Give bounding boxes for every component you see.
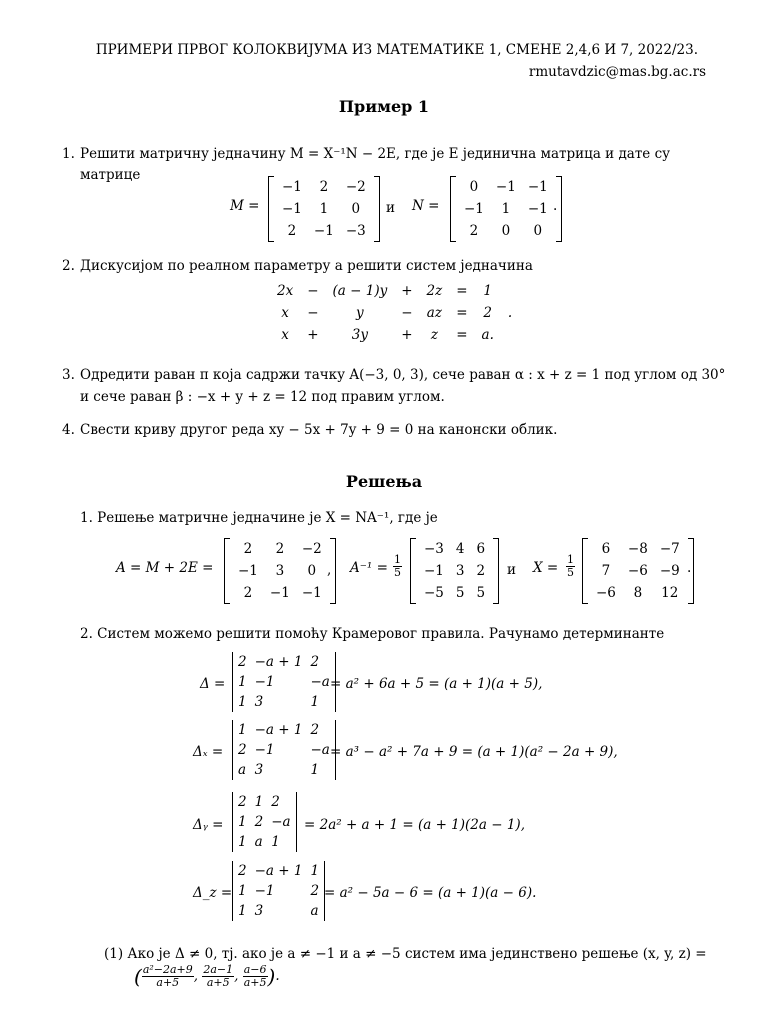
fraction-numerator: 1 [567, 553, 574, 566]
fraction-numerator: a−6 [243, 963, 267, 976]
det-delta-z-matrix [231, 861, 326, 921]
close-paren: ) [267, 964, 276, 989]
equation-term: z [430, 327, 438, 343]
equation-term: + [401, 283, 413, 299]
matrix-cell: −1 [238, 563, 258, 579]
matrix-row [234, 652, 334, 672]
fraction-denominator: a+5 [243, 976, 267, 989]
equation-system-body [270, 280, 519, 346]
matrix-row [234, 901, 323, 921]
matrix-row [418, 538, 491, 560]
matrix-cell: −5 [424, 585, 444, 601]
matrix-row [276, 220, 372, 242]
equation-row [270, 302, 519, 324]
matrix-X-scalar [566, 554, 575, 579]
problem-2-number: 2. [62, 258, 75, 274]
matrix-cell: 2 [310, 722, 320, 738]
equation-term: − [307, 283, 319, 299]
matrix-cell: 0 [351, 201, 361, 217]
det-delta-x-result: = a³ − a² + 7a + 9 = (a + 1)(a² − 2a + 9), [330, 744, 618, 760]
matrix-cell: 2 [271, 794, 280, 810]
equation-term: + [307, 327, 319, 343]
matrix-row [234, 720, 334, 740]
matrix-cell: −a [271, 814, 291, 830]
matrix-N [450, 176, 562, 242]
matrix-cell: 2 [238, 654, 247, 670]
matrix-cell: 3 [275, 563, 285, 579]
problem-3-number: 3. [62, 367, 75, 383]
matrix-cell: 1 [238, 834, 247, 850]
matrix-N-end: . [553, 198, 558, 214]
problem-1-number: 1. [62, 146, 75, 162]
matrix-cell: 1 [310, 863, 320, 879]
equation-term: a. [481, 327, 494, 343]
matrix-cell: 6 [476, 541, 486, 557]
problem-1-text-line2: матрице [80, 167, 141, 183]
matrix-cell: 5 [476, 585, 486, 601]
equation-term: y [356, 305, 364, 321]
matrix-cell: 7 [601, 563, 611, 579]
header-title: ПРИМЕРИ ПРВОГ КОЛОКВИЈУМА ИЗ МАТЕМАТИКЕ 1, СМЕНЕ 2,4,6 И 7, 2022/23. [95, 42, 698, 58]
matrix-cell: 2 [469, 223, 479, 239]
equation-term: x [281, 327, 289, 343]
matrix-cell: −9 [659, 563, 680, 579]
matrix-M-body [276, 176, 372, 242]
matrix-row [276, 176, 372, 198]
matrix-X [582, 538, 694, 604]
matrix-row [458, 176, 554, 198]
matrix-Ainv-body [418, 538, 491, 604]
case-1-text: (1) Ако је Δ ≠ 0, тј. ако је a ≠ −1 и a ≠ −5 систем има јединствено решење (x, y, z) = [104, 946, 707, 962]
matrix-cell: −1 [301, 585, 322, 601]
solution-z-fraction [243, 964, 268, 989]
fraction-denominator: a+5 [206, 976, 230, 989]
matrix-cell: 2 [238, 794, 247, 810]
matrix-row [234, 692, 334, 712]
equation-system [270, 280, 519, 346]
equation-term: x [281, 305, 289, 321]
matrix-cell: 0 [469, 179, 479, 195]
matrix-cell: −1 [313, 223, 334, 239]
equation-term: = [456, 305, 468, 321]
det-delta-y-label: Δᵧ = [193, 817, 224, 833]
matrix-cell: 3 [254, 694, 264, 710]
matrix-X-label: X = [533, 560, 559, 576]
equation-term: (a − 1)y [332, 283, 388, 299]
fraction-denominator: 5 [394, 566, 401, 579]
matrix-row [234, 672, 334, 692]
det-delta-x-body [234, 720, 334, 780]
matrix-row [458, 198, 554, 220]
matrix-cell: a [310, 903, 319, 919]
matrix-cell: −3 [345, 223, 366, 239]
matrix-cell: −1 [527, 201, 548, 217]
solution-1-text: 1. Решење матричне једначине је X = NA⁻¹, где је [80, 510, 438, 526]
matrix-row [590, 538, 686, 560]
matrix-cell: 2 [238, 742, 247, 758]
solution-y-fraction [202, 964, 234, 989]
matrix-row [458, 220, 554, 242]
det-delta-y-body [234, 792, 295, 852]
matrix-cell: 1 [310, 762, 320, 778]
matrix-cell: 2 [275, 541, 285, 557]
equation-row [270, 280, 519, 302]
matrix-row [234, 861, 323, 881]
open-paren: ( [134, 964, 142, 989]
matrix-row [232, 582, 328, 604]
example-title: Пример 1 [338, 97, 430, 116]
separator: , [234, 968, 243, 984]
equation-term: az [426, 305, 442, 321]
case-1-solution [134, 964, 280, 989]
separator: , [193, 968, 203, 984]
matrix-cell: −a [310, 674, 330, 690]
problem-4-text: Свести криву другог реда xy − 5x + 7y + 9 = 0 на канонски облик. [80, 422, 558, 438]
det-delta-x-label: Δₓ = [193, 744, 224, 760]
det-delta-x-matrix [231, 720, 337, 780]
matrix-cell: −6 [596, 585, 616, 601]
equation-term: + [401, 327, 413, 343]
matrix-cell: a [254, 834, 263, 850]
matrix-cell: −a + 1 [254, 654, 303, 670]
equation-term: = [456, 283, 468, 299]
equation-term: . [507, 305, 513, 321]
matrix-N-label: N = [412, 198, 440, 214]
matrix-cell: −1 [527, 179, 548, 195]
matrix-row [234, 792, 295, 812]
matrix-cell: −8 [627, 541, 648, 557]
matrix-cell: 1 [238, 814, 247, 830]
matrix-cell: −6 [627, 563, 648, 579]
matrix-cell: 1 [254, 794, 264, 810]
matrix-row [232, 538, 328, 560]
conjunction-and: и [386, 200, 395, 216]
det-delta-body [234, 652, 334, 712]
equation-term: 1 [483, 283, 493, 299]
matrix-cell: 2 [238, 863, 247, 879]
matrix-A-body [232, 538, 328, 604]
matrix-cell: −2 [345, 179, 366, 195]
matrix-row [232, 560, 328, 582]
det-delta-z-label: Δ_z = [193, 885, 233, 901]
matrix-cell: 2 [310, 654, 320, 670]
matrix-cell: a [238, 762, 247, 778]
equation-term: − [307, 305, 319, 321]
equation-term: = [456, 327, 468, 343]
solutions-title: Решења [345, 472, 423, 491]
matrix-cell: −2 [301, 541, 322, 557]
det-delta-matrix [231, 652, 337, 712]
matrix-cell: 2 [319, 179, 329, 195]
matrix-Ainv-label: A⁻¹ = [350, 560, 388, 576]
matrix-cell: 2 [254, 814, 264, 830]
matrix-row [234, 760, 334, 780]
equation-term: 3y [351, 327, 368, 343]
matrix-cell: 0 [533, 223, 543, 239]
end-period: . [275, 968, 280, 984]
det-delta-y-result: = 2a² + a + 1 = (a + 1)(2a − 1), [304, 817, 525, 833]
matrix-row [418, 560, 491, 582]
matrix-row [234, 740, 334, 760]
fraction-numerator: a²−2a+9 [142, 963, 193, 976]
equation-term: − [401, 305, 413, 321]
equation-term: 2 [483, 305, 493, 321]
equation-row [270, 324, 519, 346]
matrix-Ainv-scalar [393, 554, 402, 579]
fraction-denominator: a+5 [156, 976, 180, 989]
det-delta-y-matrix [231, 792, 298, 852]
equation-term [501, 324, 519, 346]
matrix-cell: 8 [633, 585, 643, 601]
matrix-cell: 1 [238, 903, 247, 919]
solution-x-fraction [142, 964, 194, 989]
equation-term: 2z [426, 283, 443, 299]
matrix-N-body [458, 176, 554, 242]
matrix-cell: 2 [476, 563, 486, 579]
matrix-cell: −7 [659, 541, 680, 557]
matrix-cell: −3 [424, 541, 444, 557]
matrix-cell: −1 [424, 563, 444, 579]
matrix-cell: 12 [661, 585, 679, 601]
matrix-cell: 1 [238, 694, 247, 710]
matrix-cell: 0 [501, 223, 511, 239]
matrix-cell: −1 [495, 179, 516, 195]
matrix-A [224, 538, 336, 604]
matrix-row [234, 881, 323, 901]
matrix-cell: 2 [243, 585, 253, 601]
det-delta-z-body [234, 861, 323, 921]
det-delta-result: = a² + 6a + 5 = (a + 1)(a + 5), [330, 676, 543, 692]
problem-1-text: Решити матричну једначину M = X⁻¹N − 2E, где је E јединична матрица и дате су [80, 146, 671, 162]
matrix-cell: 1 [238, 722, 247, 738]
problem-2-text: Дискусијом по реалном параметру a решити систем једначина [80, 258, 533, 274]
matrix-cell: 2 [287, 223, 297, 239]
matrix-cell: 1 [238, 883, 247, 899]
matrix-cell: −1 [254, 883, 275, 899]
problem-3-text-line2: и сече раван β : −x + y + z = 12 под правим углом. [80, 389, 445, 405]
conjunction-and-2: и [507, 562, 516, 578]
fraction-numerator: 2a−1 [203, 963, 234, 976]
matrix-cell: 4 [455, 541, 465, 557]
problem-4-number: 4. [62, 422, 75, 438]
problem-3-text: Одредити раван π која садржи тачку A(−3, 0, 3), сече раван α : x + z = 1 под углом од 30° [80, 367, 726, 383]
fraction-denominator: 5 [567, 566, 574, 579]
matrix-A-label: A = M + 2E = [116, 560, 214, 576]
matrix-cell: −a + 1 [254, 722, 303, 738]
matrix-row [234, 812, 295, 832]
matrix-cell: −a + 1 [254, 863, 303, 879]
matrix-cell: 2 [310, 883, 320, 899]
matrix-cell: 5 [455, 585, 465, 601]
matrix-cell: −1 [254, 674, 275, 690]
matrix-row [590, 560, 686, 582]
matrix-cell: 6 [601, 541, 611, 557]
matrix-M [268, 176, 380, 242]
matrix-M-label: M = [230, 198, 260, 214]
matrix-cell: 3 [254, 762, 264, 778]
matrix-X-end: . [687, 560, 692, 576]
matrix-cell: 0 [307, 563, 317, 579]
matrix-cell: −1 [269, 585, 290, 601]
matrix-cell: −1 [464, 201, 484, 217]
matrix-cell: 3 [254, 903, 264, 919]
matrix-X-body [590, 538, 686, 604]
matrix-cell: 3 [455, 563, 465, 579]
matrix-cell: 1 [238, 674, 247, 690]
matrix-cell: −1 [282, 179, 302, 195]
matrix-A-comma: , [327, 562, 332, 578]
matrix-row [276, 198, 372, 220]
matrix-cell: −1 [254, 742, 275, 758]
det-delta-z-result: = a² − 5a − 6 = (a + 1)(a − 6). [324, 885, 537, 901]
matrix-cell: 1 [319, 201, 329, 217]
matrix-cell: −1 [282, 201, 302, 217]
matrix-row [590, 582, 686, 604]
solution-2-text: 2. Систем можемо решити помоћу Крамеровог правила. Рачунамо детерминанте [80, 626, 665, 642]
fraction-numerator: 1 [394, 553, 401, 566]
matrix-cell: 1 [271, 834, 280, 850]
matrix-row [234, 832, 295, 852]
matrix-cell: 1 [501, 201, 511, 217]
header-email: rmutavdzic@mas.bg.ac.rs [528, 64, 706, 80]
matrix-Ainv [410, 538, 499, 604]
matrix-cell: 2 [243, 541, 253, 557]
matrix-row [418, 582, 491, 604]
equation-term [501, 280, 519, 302]
equation-term: 2x [277, 283, 294, 299]
matrix-cell: 1 [310, 694, 320, 710]
matrix-cell: −a [310, 742, 330, 758]
det-delta-label: Δ = [200, 676, 226, 692]
